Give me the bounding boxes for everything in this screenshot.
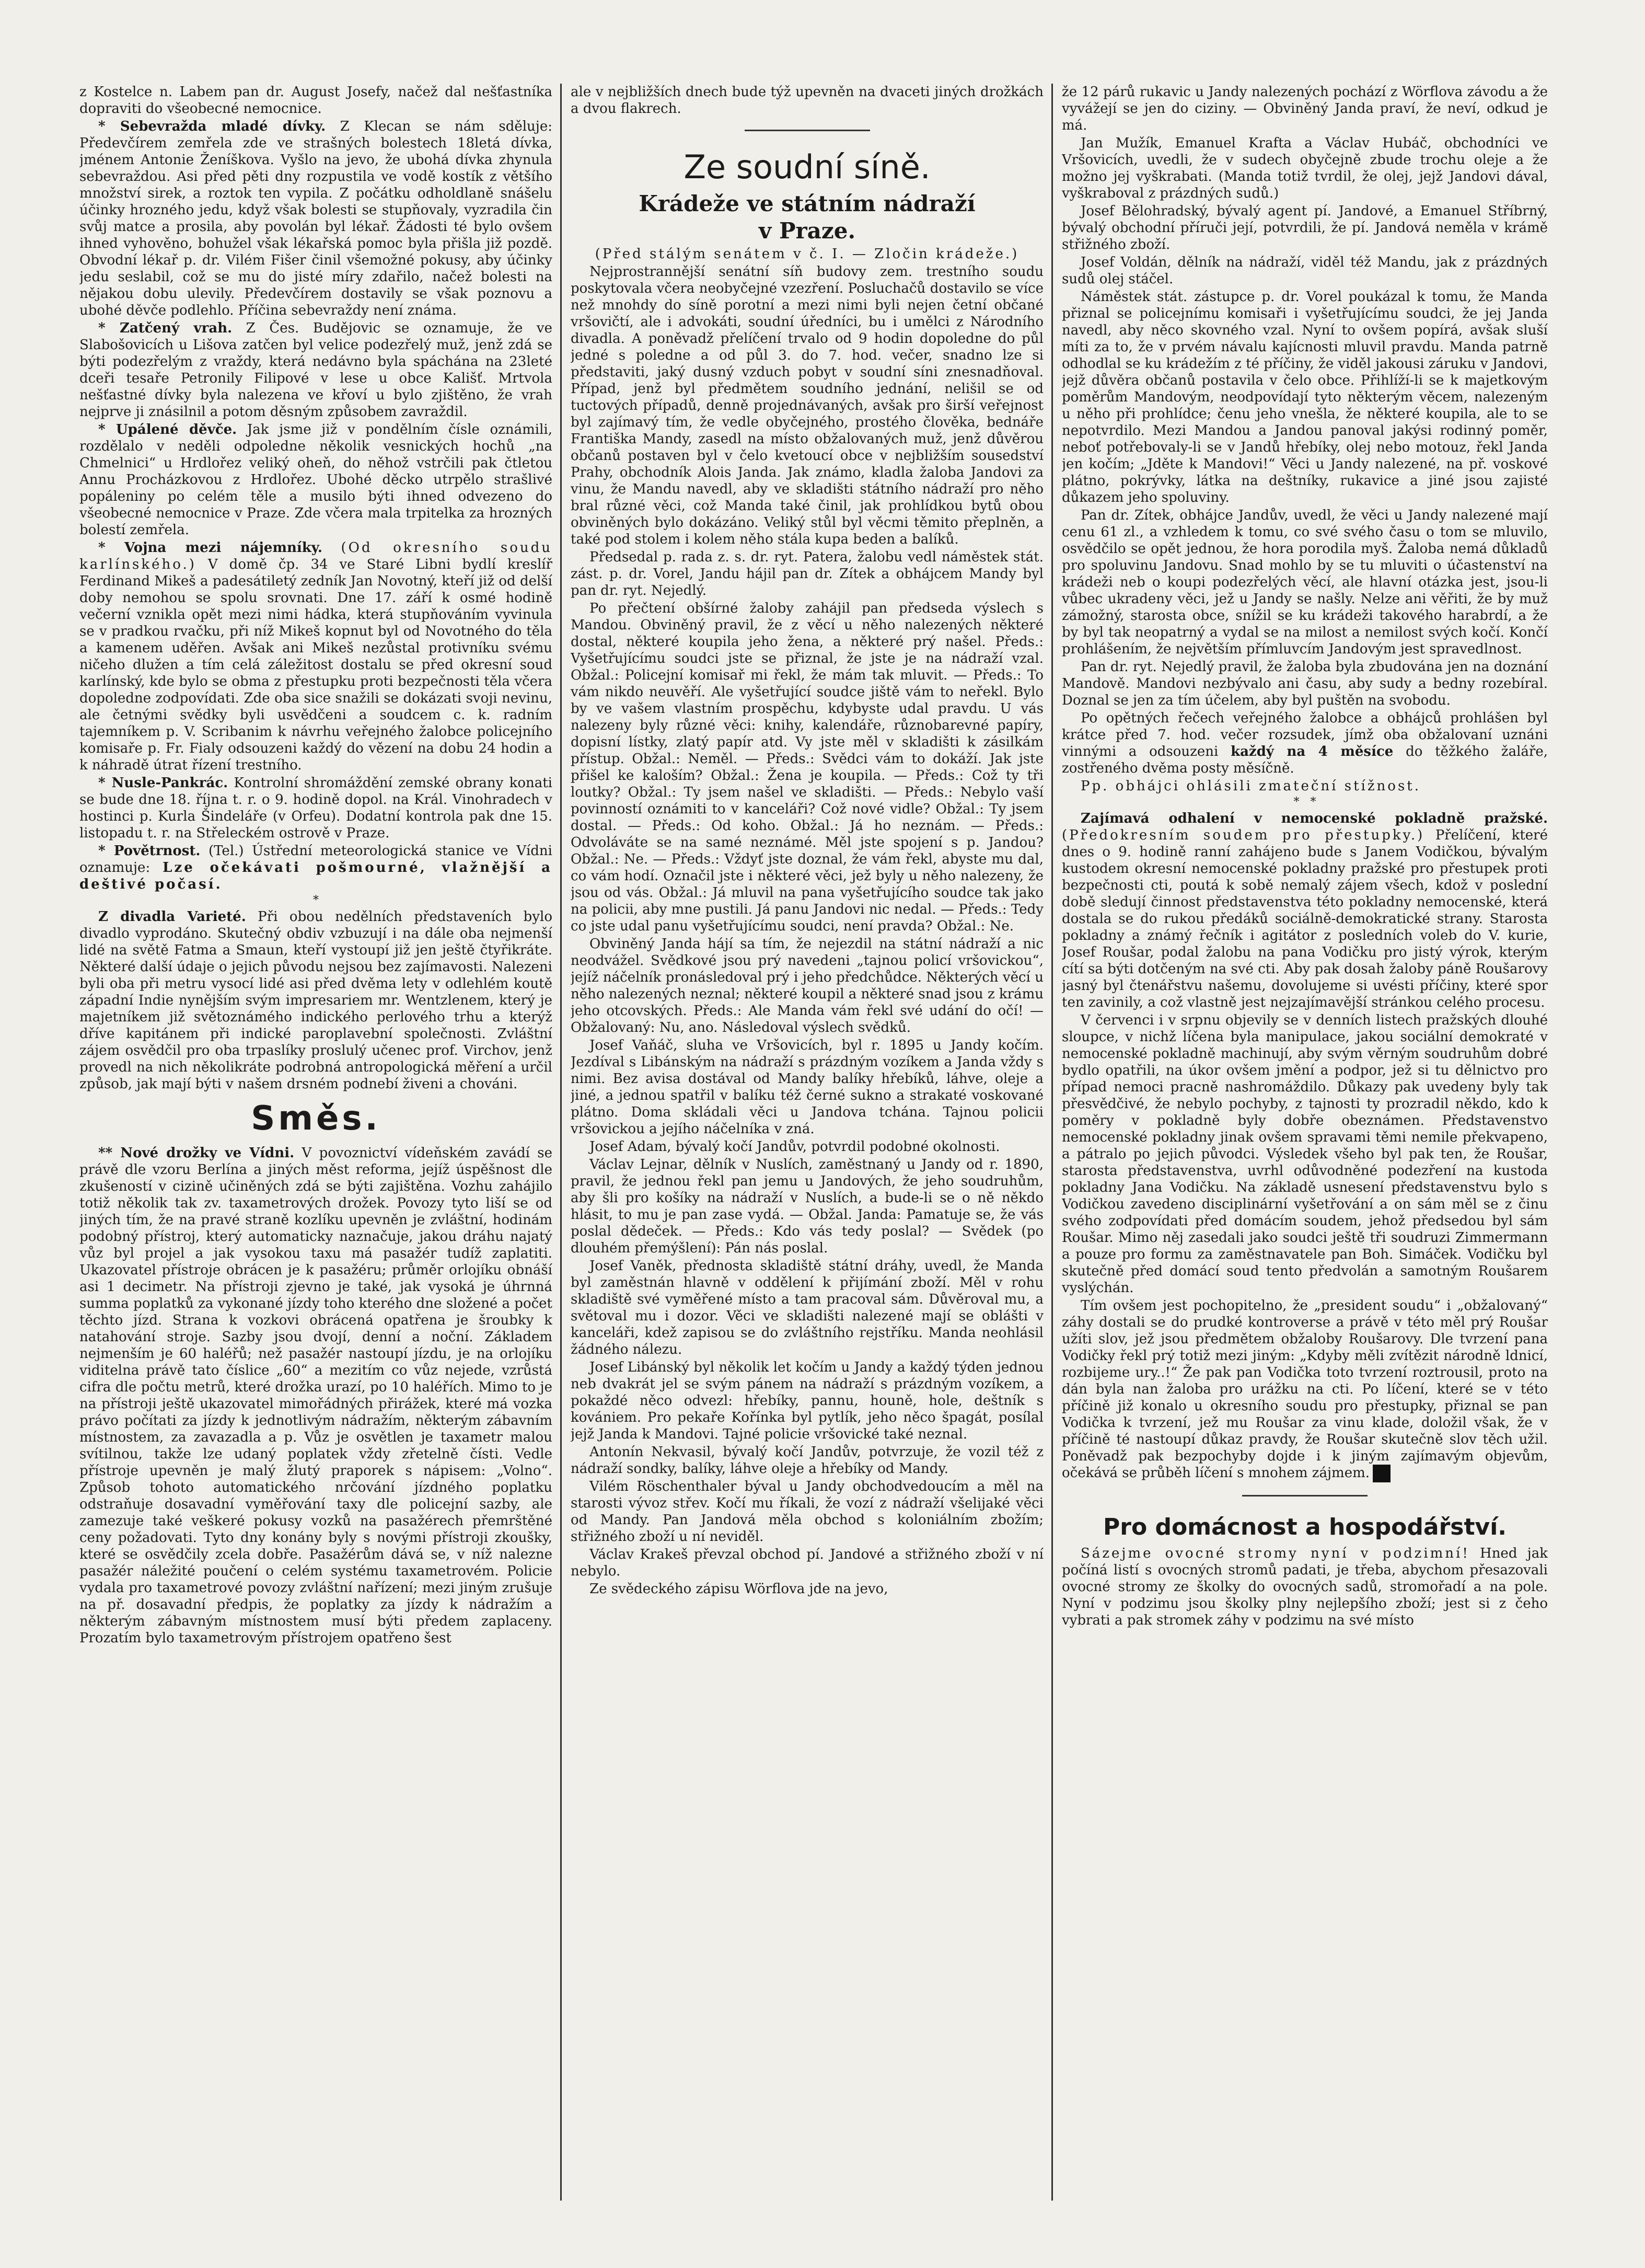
article-paragraph: Vilém Röschenthaler býval u Jandy obchodvedoucím a měl na starosti vývoz střev. Kočí mu říkali, že vozí z nádraží všelijaké věci od Mandy. Pan Jandová měla obchod s koloniálním zbožím; střižného zboží u ní neviděl. (571, 1479, 1044, 1545)
column-3 (1062, 84, 1548, 2201)
article-paragraph: * Upálené děvče. Jak jsme již v pondělním čísle oznámili, rozdělalo v neděli odpoledne několik vesnických hochů „na Chmelnici“ u Hrdlořez veliký oheň, do něhož vstrčili pak čtletou Annu Procházkovou z Hrdlořez. Ubohé děcko utrpělo strašlivé popáleniny po celém těle a musilo býti ihned odvezeno do všeobecné nemocnice v Praze. Zde včera mala trpitelka za hrozných bolestí zemřela. (79, 422, 552, 538)
article-paragraph: Josef Voldán, dělník na nádraží, viděl též Mandu, jak z prázdných sudů olej stáčel. (1062, 255, 1548, 287)
column-1 (79, 84, 552, 2201)
separator-star: * (313, 894, 319, 907)
news-heading: * Zatčený vrah. (98, 320, 233, 336)
article-paragraph: Jan Mužík, Emanuel Krafta a Václav Hubáč, obchodníci ve Vršovicích, uvedli, že v sudech obyčejně zbude trochu oleje a že možno jej vyškrabati. (Manda totiž tvrdil, že olej, jejž Jandovi dával, vyškraboval z prázdných sudů.) (1062, 135, 1548, 201)
article-paragraph: Z divadla Varieté. Při obou nedělních představeních bylo divadlo vyprodáno. Skutečný obdiv vzbuzují i na dále oba nejmenší lidé na světě Fatma a Smaun, kteří vystoupí již jen ještě čtyřikráte. Některé další údaje o jejich původu nejsou bez zajímavosti. Nalezeni byli oba při metru vysocí lidé asi před dvěma lety v odlehlém koutě západní Indie nynějším svým impresariem mr. Wentzlenem, který je majetníkem již světoznámého indického perlového trhu a kterýž dříve kapitánem při indické paroplavební společnosti. Zvláštní zájem osvědčil pro oba trpaslíky proslulý učenec prof. Virchov, jenž provedl na nich několikráte podrobná antropologická měření a určil způsob, jak mají býti v našem drsném podnebí živeni a chováni. (79, 909, 552, 1092)
article-paragraph: Zajímavá odhalení v nemocenské pokladně pražské. (Předokresním soudem pro přestupky.) Přelíčení, které dnes o 9. hodině ranní zahájeno bude s Janem Vodičkou, bývalým kustodem okresní nemocenské pokladny pražské pro přestupek proti bezpečnosti cti, poutá k sobě nemalý zájem všech, kdož v poslední době sledují činnost představenstva této pokladny nemocenské, která dostala se do rukou předáků sociálně-demokratické strany. Starosta pokladny a známý řečník i agitátor z posledních voleb do V. kurie, Josef Roušar, podal žalobu na pana Vodičku pro jistý výrok, kterým cítí sa býti dotčeným na své cti. Aby pak dosah žaloby páně Roušarovy jasný byl čtenářstvu našemu, dovolujeme si uvésti příčiny, které spor ten zavinily, a což vlastně jest nejzajímavější stránkou celého procesu. (1062, 811, 1548, 1010)
section-title-smes: Směs. (251, 1099, 381, 1138)
article-headline: Krádeže ve státním nádraží (639, 191, 976, 216)
article-paragraph: Václav Krakeš převzal obchod pí. Jandové a střižného zboží v ní nebylo. (571, 1547, 1044, 1579)
article-paragraph: Obviněný Janda hájí sa tím, že nejezdil na státní nádraží a nic neodvážel. Svědkové jsou prý navedeni „tajnou policí vršovickou“, jejíž náčelník pronásledoval prý i jeho předchůdce. Některých věcí u něho nalezených neznal; některé koupil a některé snad jsou z krámu jeho otcovských. Předs.: Ale Manda vám řekl své udání do očí! — Obžalovaný: Nu, ano. Následoval výslech svědků. (571, 936, 1044, 1035)
court-note: (Před stálým senátem v č. I. — Zločin krádeže.) (595, 246, 1020, 262)
column-2 (571, 84, 1044, 2201)
section-title-household: Pro domácnost a hospodářství. (1103, 1514, 1507, 1540)
column-divider (560, 84, 562, 2201)
article-paragraph: Josef Bělohradský, bývalý agent pí. Jandové, a Emanuel Stříbrný, bývalý obchodní příruči její, potvrdili, že pí. Jandová neměla v krámě střižného zboží. (1062, 203, 1548, 252)
section-title-court: Ze soudní síně. (684, 148, 931, 186)
article-paragraph: Pp. obhájci ohlásili zmateční stížnost. (1081, 778, 1421, 794)
article-paragraph: * Povětrnost. (Tel.) Ústřední meteorologická stanice ve Vídni oznamuje: Lze očekávati pošmourné, vlažnější a deštivé počasí. (79, 843, 552, 892)
article-paragraph: Josef Vaněk, přednosta skladiště státní dráhy, uvedl, že Manda byl zaměstnán hlavně v oddělení k přijímání zboží. Měl v rohu skladiště své vyměřené místo a tam pracoval sám. Důvěroval mu, a světoval mu i dozor. Věci ve skladišti nalezené mají se oblášti v kanceláři, kdež zapisou se do zvláštního rejstříku. Manda neohlásil žádného nálezu. (571, 1258, 1044, 1357)
article-paragraph: z Kostelce n. Labem pan dr. August Josefy, načež dal nešťastníka dopraviti do všeobecné nemocnice. (79, 84, 552, 117)
news-heading: * Povětrnost. (98, 843, 201, 859)
article-paragraph: Náměstek stát. zástupce p. dr. Vorel poukázal k tomu, že Manda přiznal se policejnímu komisaři i vyšetřujícímu soudci, že jej Janda navedl, aby něco skovného vzal. Nyní to ovšem popírá, avšak sluší míti za to, že v prvém návalu kajícnosti mluvil pravdu. Manda patrně odhodlal se ku krádežím z té příčiny, že viděl jakousi záruku v Jandovi, jejž důvěra občanů postavila v čelo obce. Přihlíží-li se k majetkovým poměrům Mandovým, neodpovídají tyto některým věcem, nalezeným u něho při prohlídce; čenu jeho vnešla, že některé koupila, ale to se nepotvrdilo. Mezi Mandou a Jandou panoval jakýsi rodinný poměr, neboť potřebovaly-li se v Jandů hřebíky, olej nebo motouz, řekl Janda jen kočím; „Jděte k Mandovi!“ Věci u Jandy nalezené, na př. voskové plátno, pokrývky, látka na deštníky, rukavice a jiné jsou zajisté důkazem jeho spoluviny. (1062, 289, 1548, 505)
news-heading: * Vojna mezi nájemníky. (98, 540, 322, 556)
column-divider (1051, 84, 1053, 2201)
article-paragraph: V červenci i v srpnu objevily se v denních listech pražských dlouhé sloupce, v nichž líčena byla manipulace, jakou sociální demokraté v nemocenské pokladně machinují, aby svým věrným soudruhům dobré bydlo opatřili, na úkor ovšem jmění a podpor, jež si tu dělnictvo pro případ nemoci pracně nashromáždilo. Důkazy pak uvedeny byly tak přesvědčivé, že nebylo pochyby, z tajnosti ty prozradil někdo, kdo k poměry v pokladně byly dobře obeznámen. Představenstvo nemocenské pokladny jinak ovšem spravami těmi nemile překvapeno, a pátralo po jejich původci. Výsledek všeho byl pak ten, že Roušar, starosta představenstva, uvrhl odůvodněné podezření na kustoda pokladny Jana Vodičku. Na základě usnesení představenstvu bylo s Vodičkou zavedeno disciplinární vyšetřování a on sám měl se z činu svého zodpovídati před domácím soudem, jehož předsedou byl sám Roušar. Mimo něj zasedali jako soudci ještě tři soudruzi Zimmermann a pouze pro formu za zaměstnavatele pan Boh. Simáček. Vodičku byl skutečně před domácí soud tento předvolán a samotným Roušarem vyslýchán. (1062, 1012, 1548, 1296)
article-paragraph: Josef Vaňáč, sluha ve Vršovicích, byl r. 1895 u Jandy kočím. Jezdíval s Libánským na nádraží s prázdným vozíkem a Janda vždy s nimi. Bez avisa dostával od Mandy balíky hřebíků, láhve, oleje a jiné, a jednou spatřil v balíku též černé sukno a strakaté voskované plátno. Doma skládali věci u Jandova tchána. Tajnou policii vršovickou a jejího náčelníka v zná. (571, 1038, 1044, 1137)
article-paragraph: * Vojna mezi nájemníky. (Od okresního soudu karlínského.) V domě čp. 34 ve Staré Libni bydlí kreslíř Ferdinand Mikeš a padesátiletý zedník Jan Novotný, kteří již od delší doby nemohou se spolu srovnati. Dne 17. září k osmé hodině večerní vznikla opět mezi nimi hádka, která stupňováním vyvinula se v pradkou rvačku, při níž Mikeš kopnut byl od Novotného do těla a kamenem uděřen. Avšak ani Mikeš nezůstal protivníku svému ničeho dlužen a tím celá záležitost dostalu se před okresní soud karlínský, kde bylo se obma z přestupku proti bezpečnosti těla včera dopoledne zodpovídati. Zde oba sice snažili se dokázati svoji nevinu, ale četnými svědky byli usvědčeni a soudcem c. k. radním tajemníkem p. V. Scribanim k návrhu veřejného žalobce policejního komisaře p. Fr. Fialy odsouzeni každý do vězení na dobu 24 hodin a k náhradě útrat řízení trestního. (79, 540, 552, 773)
article-headline-line2: v Praze. (758, 218, 856, 244)
article-paragraph: * Zatčený vrah. Z Čes. Budějovic se oznamuje, že ve Slabošovicích u Lišova zatčen byl velice podezřelý muž, jenž zdá se býti podezřelým z vraždy, která nedávno byla spáchána na 23leté dceři tesaře Petronily Filipové v lese u obce Kališť. Mrtvola nešťastné dívky byla nalezena ve křoví u bylo zjištěno, že vrah nejprve ji znásilnil a potom děsným způsobem zavraždil. (79, 320, 552, 420)
article-paragraph: Ze svědeckého zápisu Wörflova jde na jevo, (589, 1581, 888, 1597)
article-paragraph: * Nusle-Pankrác. Kontrolní shromáždění zemské obrany konati se bude dne 18. října t. r. o 9. hodině dopol. na Král. Vinohradech v hostinci p. Kurla Šindeláře (v Orfeu). Dodatní kontrola pak dne 15. listopadu t. r. na Střeleckém ostrově v Praze. (79, 775, 552, 841)
article-paragraph: Josef Libánský byl několik let kočím u Jandy a každý týden jednou neb dvakrát jel se svým pánem na nádraží s prázdným vozíkem, a pokaždé něco odvezl: hřebíky, pannu, houně, hole, deštník s kovániem. Pro pekaře Kořínka byl pytlík, jeho něco špagát, posílal jejž Janda k Mandovi. Tajné policie vršovické také neznal. (571, 1360, 1044, 1442)
article-paragraph: Tím ovšem jest pochopitelno, že „president soudu“ i „obžalovaný“ záhy dostali se do prudké kontroverse a právě v této měl prý Roušar užíti slov, jež jsou předmětem obžaloby Roušarovy. Dle tvrzení pana Vodičky řekl prý totiž mezi jiným: „Kdyby měli zvítězit národně ldnicí, rozbijeme ury..!“ Že pak pan Vodička toto tvrzení roztrousil, proto na dán byla nan žaloba pro urážku na cti. Po líčení, které se v této příčině již konalo u okresního soudu pro přestupky, přiznal se pan Vodička k tvrzení, jež mu Roušar za vinu klade, doložil však, že v příčině té nastoupí důkaz pravdy, že Roušar skutečně slov těch užil. Poněvadž pak bezpochyby dojde i k jiným zajímavým objevům, očekává se průběh líčení s mnohem zájmem. (1062, 1297, 1548, 1482)
article-paragraph: Předsedal p. rada z. s. dr. ryt. Patera, žalobu vedl náměstek stát. zást. p. dr. Vorel, Jandu hájil pan dr. Zítek a obhájcem Mandy byl pan dr. ryt. Nejedlý. (571, 549, 1044, 598)
article-paragraph: Antonín Nekvasil, bývalý kočí Jandův, potvrzuje, že vozil též z nádraží sondky, balíky, láhve oleje a hřebíky od Mandy. (571, 1444, 1044, 1477)
article-paragraph: Sázejme ovocné stromy nyní v podzimní! Hned jak počíná listí s ovocných stromů padati, je třeba, abychom přesazovali ovocné stromy ze školky do ovocných sadů, stromořadí a na pole. Nyní v podzimu jsou školky plny nejlepšího zboží; jest si z čeho vybrati a pak stromek záhy v podzimu na své místo (1062, 1546, 1548, 1628)
separator-rule (571, 121, 1044, 138)
newspaper-sheet (79, 84, 1548, 2206)
article-paragraph: Pan dr. Zítek, obhájce Jandův, uvedl, že věci u Jandy nalezené mají cenu 61 zl., a vzhledem k tomu, co své svého času o tom se mluvilo, osvědčilo se opět jednou, že hora porodila myš. Žaloba nemá důkladů pro spoluvinu Jandovu. Snad mohlo by se tu mluviti o účastenství na krádeži neb o koupi podezřelých věcí, ale hlavní otázka jest, jsou-li vůbec ukradeny věci, jež u Jandy se našly. Nelze ani věřiti, že by muž zámožný, starosta obce, snížil se ku krádeži takového harabrdí, a že by byl tak neopatrný a vydal se na milost a nemilost svých kočí. Končí prohlášením, že největším přímluvcím Jandovým jest spravedlnost. (1062, 508, 1548, 657)
article-paragraph: Po opětných řečech veřejného žalobce a obhájců prohlášen byl krátce před 7. hod. večer rozsudek, jímž oba obžalovaní uznáni vinnými a odsouzeni každý na 4 měsíce do těžkého žaláře, zostřeného dvěma posty měsíčně. (1062, 710, 1548, 776)
verdict-highlight: každý na 4 měsíce (1231, 744, 1394, 759)
article-paragraph: Václav Lejnar, dělník v Nuslích, zaměstnaný u Jandy od r. 1890, pravil, že jednou řekl pan jemu u Jandových, že jeho soudruhům, aby šli pro košíky na nádraží v Nuslích, a bude-li se o ně někdo hlásit, to mu je pan zase vydá. — Obžal. Janda: Pamatuje se, že vás poslal dědeček. — Předs.: Kdo vás tedy poslal? — Svědek (po dlouhém přemýšlení): Pán nás poslal. (571, 1157, 1044, 1256)
news-heading: ** Nové drožky ve Vídni. (98, 1145, 295, 1161)
separator-star: * * (1293, 796, 1316, 809)
article-paragraph: Nejprostrannější senátní síň budovy zem. trestního soudu poskytovala včera neobyčejné vzezření. Posluchačů dostavilo se více než mnohdy do síně porotní a mezi nimi byli nejen četní občané vršovičtí, ale i advokáti, soudní úředníci, bu i umělci z Národního divadla. A poněvadž přelíčení trvalo od 9 hodin dopoledne do půl jedné s poledne a od půl 3. do 7. hod. večer, snadno lze si představiti, jaký dusný vzduch pobyt v soudní síni znesnadňoval. Případ, jenž byl předmětem soudního jednání, nelišil se od tuctových případů, denně projednávaných, avšak pro širší veřejnost byl zajímavý tím, že vedle obyčejného, prostého člověka, bednáře Františka Mandy, zasedl na místo obžalovaných muž, jenž důvěrou občanů postaven byl v čelo kvetoucí obce v nejbližším sousedství Prahy, obchodník Alois Janda. Jak známo, kladla žaloba Jandovi za vinu, že Mandu navedl, aby ve skladišti státního nádraží pro něho bral různé věci, což Manda také činil, jak prohlídkou bytů obou obviněných bylo dokázáno. Veliký stůl byl věcmi těmito přeplněn, a také pod stolem i kolem něho stála kupa beden a balíků. (571, 264, 1044, 547)
article-paragraph: Pan dr. ryt. Nejedlý pravil, že žaloba byla zbudována jen na doznání Mandově. Mandovi nezbývalo ani času, aby sudy a bedny rozebíral. Doznal se jen za tím účelem, aby byl puštěn na svobodu. (1062, 659, 1548, 708)
separator-rule (1062, 1487, 1548, 1503)
article-paragraph: ale v nejbližších dnech bude týž upevněn na dvaceti jiných drožkách a dvou flakrech. (571, 84, 1044, 117)
news-heading: * Nusle-Pankrác. (98, 775, 228, 791)
news-heading: Z divadla Varieté. (98, 909, 246, 925)
article-paragraph: * Sebevražda mladé dívky. Z Klecan se nám sděluje: Předevčírem zemřela zde ve strašných bolestech 18letá dívka, jménem Antonie Ženíškova. Vyšlo na jevo, že ubohá dívka zhynula sebevraždou. Asi před pěti dny rozpustila ve vodě kostík z většího množství sirek, a roztok ten vypila. Z počátku odholdlaně snášelu účinky hrozného jedu, když však bolesti se stupňovaly, vyzradila čin svůj matce a prosila, aby povolán byl lékař. Žádosti té bylo ovšem ihned vyhověno, bohužel však lékařská pomoc byla přišla již pozdě. Obvodní lékař p. dr. Vilém Fišer činil všemožné pokusy, aby účinky jedu seslabil, což se mu do jisté míry zdařilo, načež bolesti na nějakou dobu ulevily. Předevčírem dostavily se však poznovu a ubohé děvče podlehlo. Příčina sebevraždy není známa. (79, 119, 552, 318)
news-heading: * Upálené děvče. (98, 422, 237, 438)
article-paragraph: Po přečtení obšírné žaloby zahájil pan předseda výslech s Mandou. Obviněný pravil, že z věcí u něho nalezených některé dostal, některé koupila jeho žena, a některé prý našel. Předs.: Vyšetřujícímu soudci jste se přiznal, že jste je na nádraží vzal. Obžal.: Policejní komisař mi řekl, že mám tak mluvit. — Předs.: To vám nikdo neuvěří. Ale vyšetřující soudce jiště vám to neřekl. Bylo by ve vašem vlastním prospěchu, kdybyste udal pravdu. U vás nalezeny byly různé věci: knihy, kalendáře, různobarevné papíry, dopisní lístky, zlatý papír atd. Vy jste měl v skladišti k zásilkám přístup. Obžal.: Neměl. — Předs.: Svědci vám to dokáží. Jak jste přišel ke kaloším? Obžal.: Žena je koupila. — Předs.: Což ty tři loutky? Obžal.: Ty jsem našel ve skladišti. — Předs.: Nebylo vaší povinností oznámiti to v kanceláři? Což nové vidle? Obžal.: Ty jsem dostal. — Předs.: Od koho. Obžal.: Já ho neznám. — Předs.: Odvoláváte se na samé neznámé. Měl jste spojení s p. Jandou? Obžal.: Ne. — Předs.: Vždyť jste doznal, že vám řekl, abyste mu dal, co vám hodí. Označil jste i některé věci, jež byly u něho nalezeny, že jsou od vás. Obžal.: Já mluvil na pana vyšetřujícího soudce tak jako na policii, aby mne pustili. Já panu Jandovi nic nedal. — Předs.: Tedy co jste udal panu vyšetřujícímu soudci, není pravda? Obžal.: Ne. (571, 601, 1044, 934)
article-paragraph: Josef Adam, bývalý kočí Jandův, potvrdil podobné okolnosti. (589, 1139, 1000, 1155)
news-heading: Zajímavá odhalení v nemocenské pokladně pražské. (1081, 811, 1548, 826)
news-heading: * Sebevražda mladé dívky. (98, 119, 326, 134)
end-mark (1373, 1465, 1391, 1482)
article-paragraph: ** Nové drožky ve Vídni. V povoznictví vídeňském zavádí se právě dle vzoru Berlína a jiných měst reforma, jejíž úspěšnost dle zkušeností v cizině učiněných zdá se býti zajištěna. Vozhu zahájilo totiž několik tak zv. taxametrových drožek. Povozy tyto liší se od jiných tím, že na pravé straně kozlíku upevněn je zvláštní, hodinám podobný přístroj, který automaticky naznačuje, jakou dráhu najatý vůz byl projel a jak vysokou taxu má pasažér tudíž zaplatiti. Ukazovatel přístroje obrácen je k pasažéru; průměr orlojíku obnáší asi 1 decimetr. Na přístroji zjevno je také, jak vysoká je úhrnná summa poplatků za vykonané jízdy toho kterého dne složené a počet těchto jízd. Strana k vozkovi obrácená opatřena je šroubky k natahování stroje. Sazby jsou dvojí, denní a noční. Základem nejmenším je 60 haléřů; než pasažér nastoupí jízdu, je na orlojíku viditelna právě tato číslice „60“ a mezitím co vůz nejede, vzrůstá cifra dle počtu metrů, které drožka urazí, po 10 haléřích. Mimo to je na přístroji ještě ukazovatel mimořádných přirážek, které má vozka právo počítati za jízdy k jednotlivým nádražím, některým zábavním místnostem, za zavazadla a p. Vůz je osvětlen je taxametr malou svítilnou, takže lze udaný poplatek vždy zřetelně čísti. Vedle přístroje upevněn je malý žlutý praporek s nápisem: „Volno“. Způsob tohoto automatického nrčování jízdného poplatku odstraňuje dosavadní vyměřování taxy dle policejní sazby, ale zamezuje také veškeré pokusy vozků na pasažérech přemrštěné ceny požadovati. Tyto dny konány byly s novými přístroji zkoušky, které se osvědčily zcela dobře. Pasažérům dává se, v níž nalezne pasažér náležité poučení o celém systému taxametrovém. Policie vydala pro taxametrové povozy zvláštní nařízení; mezi jiným zrušuje na př. dosavadní předpis, že poplatky za jízdy k nádražím a některým zábavným místnostem musí býti předem zaplaceny. Prozatím bylo taxametrovým přístrojem opatřeno šest (79, 1145, 552, 1646)
article-paragraph: že 12 párů rukavic u Jandy nalezených pochází z Wörflova závodu a že vyvážejí se jen do ciziny. — Obviněný Janda praví, že neví, odkud je má. (1062, 84, 1548, 133)
